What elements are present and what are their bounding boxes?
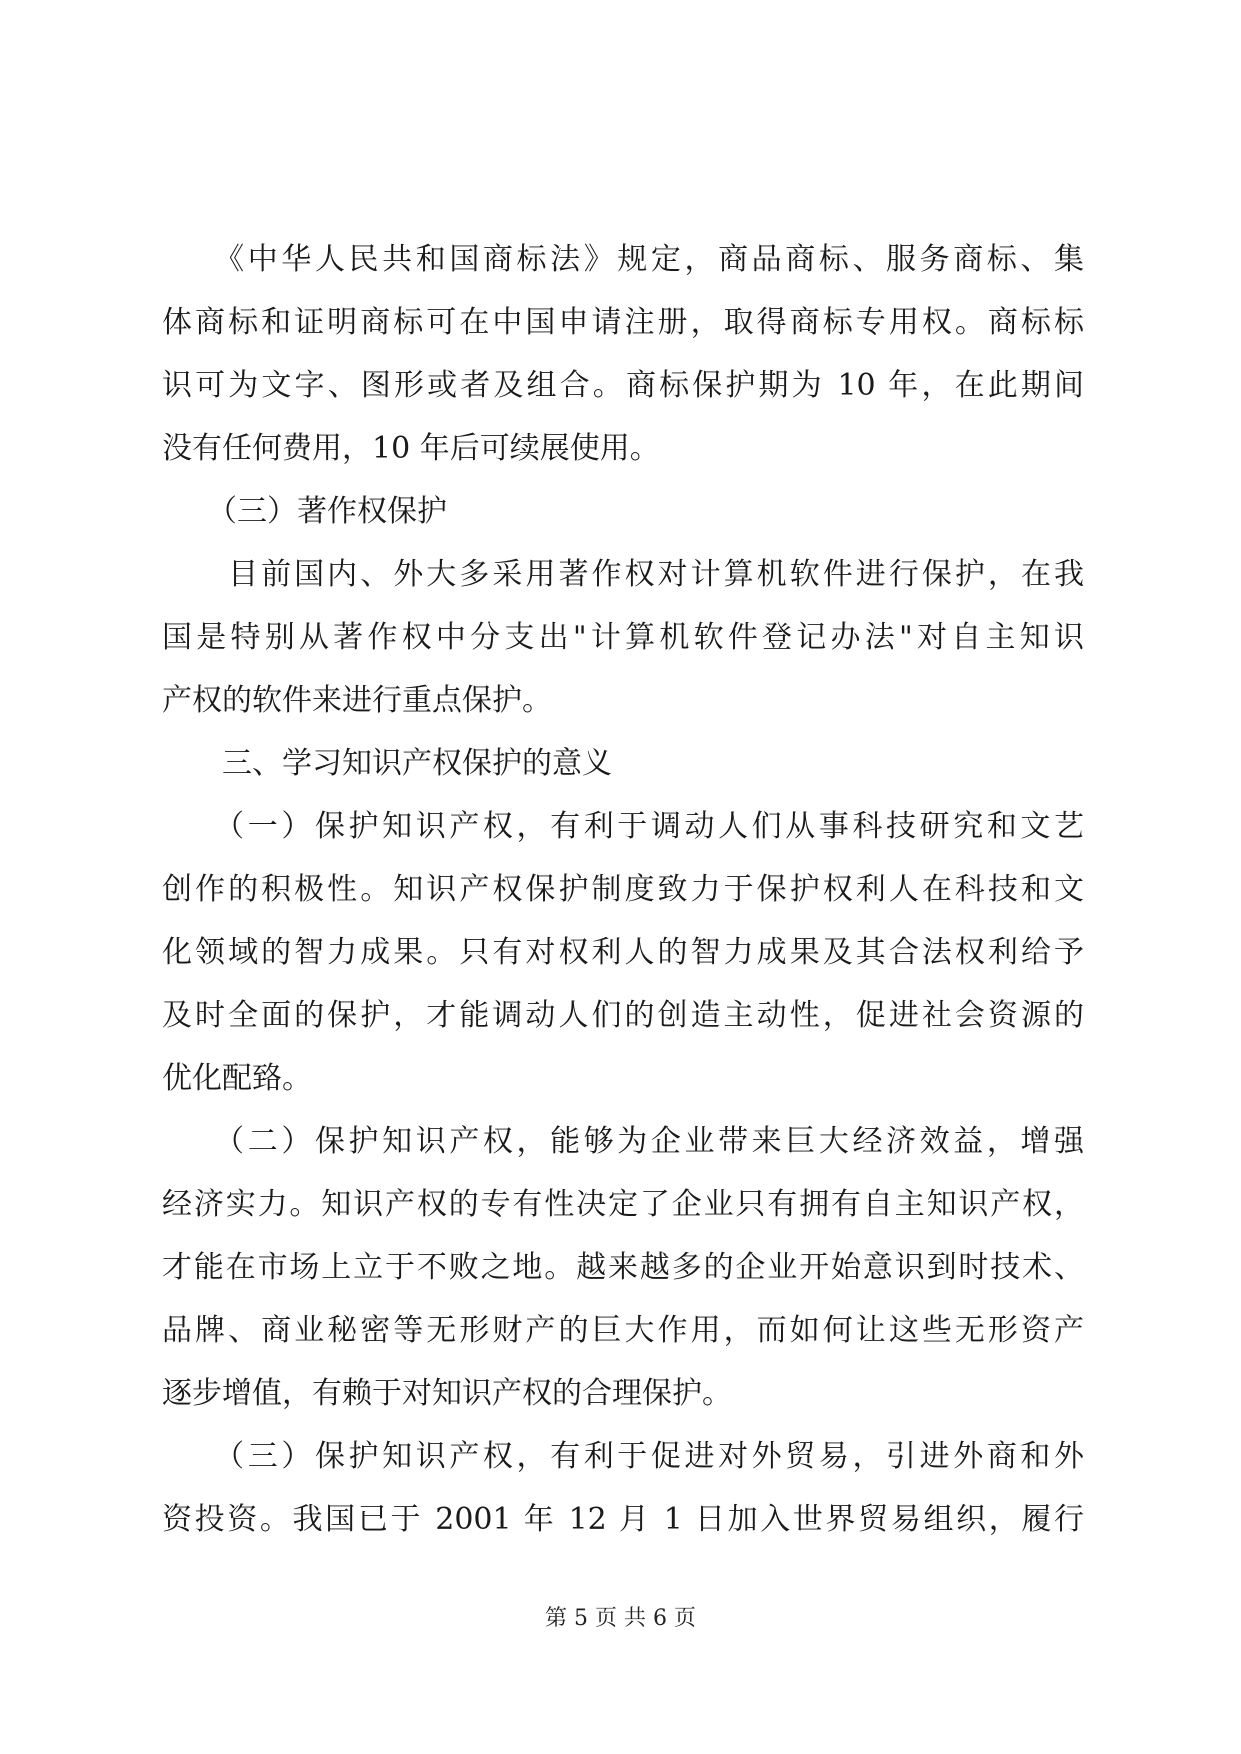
text-line-15: （二）保护知识产权，能够为企业带来巨大经济效益，增强 <box>162 1124 1084 1159</box>
text-line-4: 没有任何费用，10 年后可续展使用。 <box>162 431 660 466</box>
text-line-21: 资投资。我国已于 2001 年 12 月 1 日加入世界贸易组织，履行 <box>162 1502 1084 1537</box>
text-line-13: 及时全面的保护，才能调动人们的创造主动性，促进社会资源的 <box>162 998 1084 1033</box>
text-line-1: 《中华人民共和国商标法》规定，商品商标、服务商标、集 <box>162 242 1084 277</box>
section-heading-significance: 三、学习知识产权保护的意义 <box>162 746 612 781</box>
text-line-17: 才能在市场上立于不败之地。越来越多的企业开始意识到时技术、 <box>162 1250 1084 1285</box>
page-footer: 第 5 页 共 6 页 <box>545 1606 696 1631</box>
text-line-16: 经济实力。知识产权的专有性决定了企业只有拥有自主知识产权， <box>162 1187 1084 1222</box>
text-line-2: 体商标和证明商标可在中国申请注册，取得商标专用权。商标标 <box>162 305 1084 340</box>
text-line-3: 识可为文字、图形或者及组合。商标保护期为 10 年，在此期间 <box>162 368 1084 403</box>
text-line-18: 品牌、商业秘密等无形财产的巨大作用，而如何让这些无形资产 <box>162 1313 1084 1348</box>
text-line-7: 国是特别从著作权中分支出"计算机软件登记办法"对自主知识 <box>162 620 1084 655</box>
text-line-8: 产权的软件来进行重点保护。 <box>162 683 552 718</box>
text-line-6: 目前国内、外大多采用著作权对计算机软件进行保护，在我 <box>162 557 1084 592</box>
section-heading-copyright: （三）著作权保护 <box>162 494 447 529</box>
body-text <box>162 228 1084 1551</box>
text-line-11: 创作的积极性。知识产权保护制度致力于保护权利人在科技和文 <box>162 872 1084 907</box>
text-line-12: 化领域的智力成果。只有对权利人的智力成果及其合法权利给予 <box>162 935 1084 970</box>
text-line-19: 逐步增值，有赖于对知识产权的合理保护。 <box>162 1376 732 1411</box>
text-line-10: （一）保护知识产权，有利于调动人们从事科技研究和文艺 <box>162 809 1084 844</box>
text-line-14: 优化配臵。 <box>162 1061 312 1096</box>
text-line-20: （三）保护知识产权，有利于促进对外贸易，引进外商和外 <box>162 1439 1084 1474</box>
